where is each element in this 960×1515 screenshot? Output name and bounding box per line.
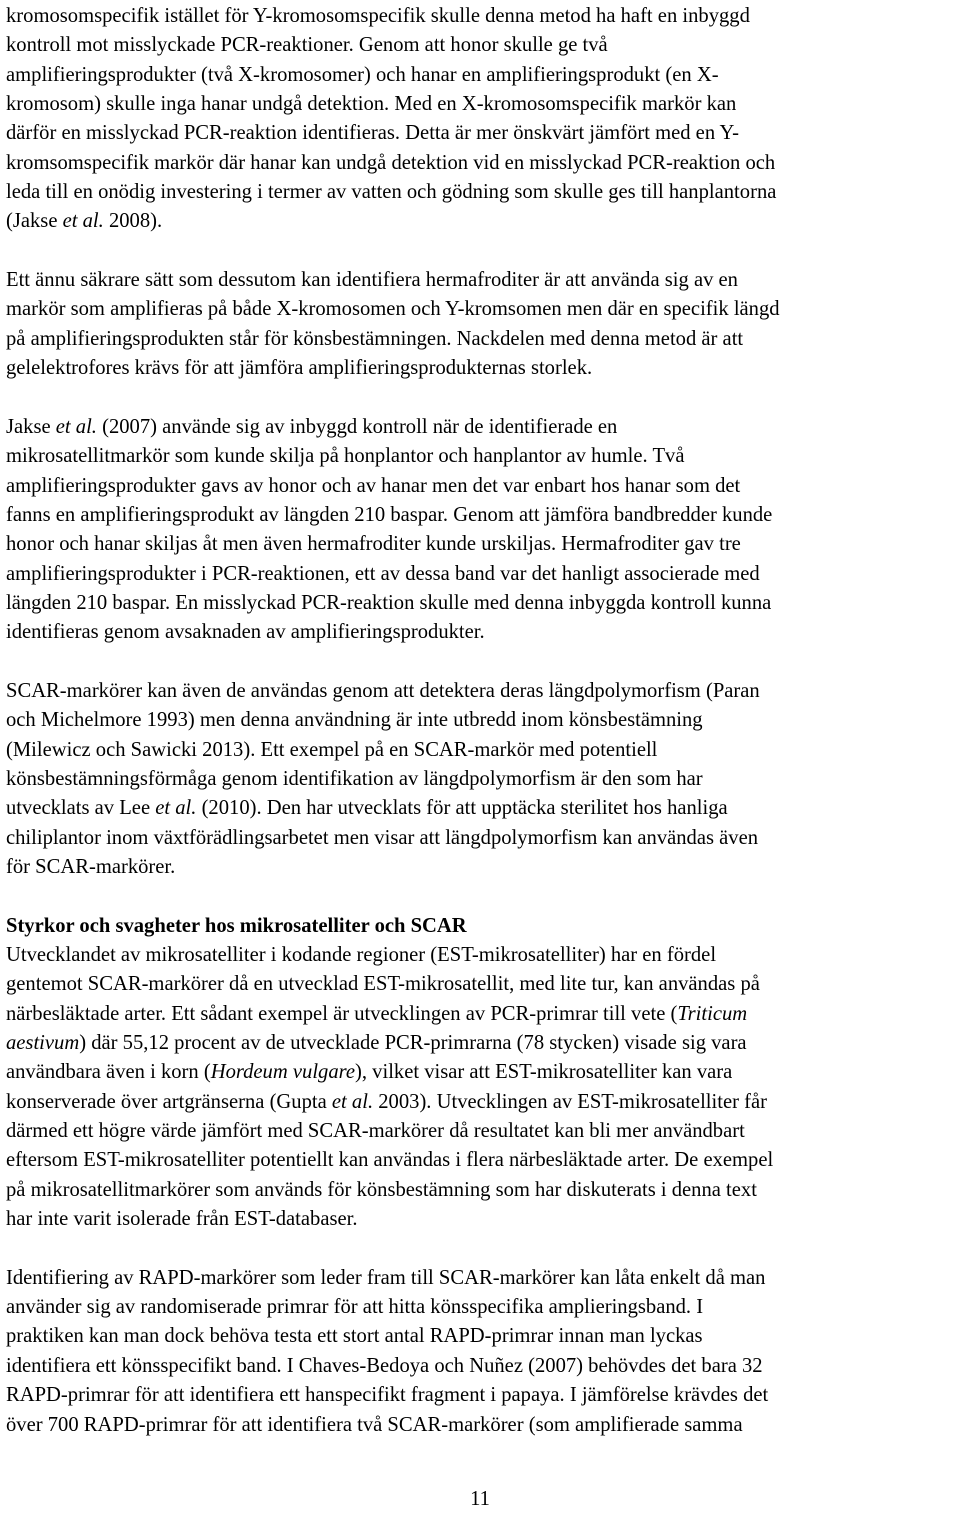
- text-run: (2007) använde sig av inbyggd kontroll när de identifierade en: [96, 415, 618, 438]
- text-line: [6, 1117, 956, 1146]
- text-run: fanns en amplifieringsprodukt av längden 210 baspar. Genom att jämföra bandbredder kunde: [6, 503, 773, 526]
- text-line: [6, 413, 956, 442]
- paragraph: [6, 677, 956, 882]
- text-run: utvecklats av Lee: [6, 797, 156, 820]
- text-line: [6, 1352, 956, 1381]
- paragraph: [6, 266, 956, 383]
- text-run: kromosomspecifik istället för Y-kromosomspecifik skulle denna metod ha haft en inbyggd: [6, 5, 750, 27]
- text-run: Identifiering av RAPD-markörer som leder fram till SCAR-markörer kan låta enkelt då man: [6, 1266, 766, 1289]
- italic-text: Hordeum vulgare: [210, 1061, 356, 1084]
- text-line: [6, 1205, 956, 1234]
- text-run: längden 210 baspar. En misslyckad PCR-reaktion skulle med denna inbyggda kontroll kunna: [6, 591, 772, 614]
- paragraph: [6, 912, 956, 1235]
- text-run: gentemot SCAR-markörer då en utvecklad EST-mikrosatellit, med lite tur, kan användas på: [6, 973, 760, 996]
- text-run: könsbestämningsförmåga genom identifikation av längdpolymorfism är den som har: [6, 767, 703, 790]
- italic-text: et al.: [155, 797, 197, 820]
- text-run: (2010). Den har utvecklats för att upptäcka sterilitet hos hanliga: [196, 797, 728, 820]
- text-line: [6, 1146, 956, 1175]
- text-line: [6, 1029, 956, 1058]
- text-run: chiliplantor inom växtförädlingsarbetet men visar att längdpolymorfism kan användas även: [6, 826, 759, 849]
- text-line: [6, 530, 956, 559]
- text-run: har inte varit isolerade från EST-databaser.: [6, 1208, 358, 1231]
- text-run: användbara även i korn (: [6, 1061, 211, 1084]
- text-run: ), vilket visar att EST-mikrosatelliter kan vara: [355, 1061, 733, 1084]
- text-line: [6, 1176, 956, 1205]
- text-run: (Jakse: [6, 210, 63, 233]
- text-line: [6, 119, 956, 148]
- text-run: därför en misslyckad PCR-reaktion identifieras. Detta är mer önskvärt jämfört med en Y-: [6, 122, 739, 145]
- text-run: Jakse: [6, 415, 56, 438]
- text-run: över 700 RAPD-primrar för att identifiera två SCAR-markörer (som amplifierade samma: [6, 1413, 743, 1436]
- text-line: [6, 325, 956, 354]
- text-run: Ett ännu säkrare sätt som dessutom kan identifiera hermafroditer är att använda sig av en: [6, 269, 738, 292]
- text-run: närbesläktade arter. Ett sådant exempel är utvecklingen av PCR-primrar till vete (: [6, 1002, 678, 1025]
- text-run: ) där 55,12 procent av de utvecklade PCR-primrarna (78 stycken) visade sig vara: [79, 1032, 747, 1055]
- text-run: SCAR-markörer kan även de användas genom att detektera deras längdpolymorfism (Paran: [6, 679, 760, 702]
- text-run: konserverade över artgränserna (Gupta: [6, 1090, 332, 1113]
- text-line: [6, 295, 956, 324]
- text-run: identifieras genom avsaknaden av amplifieringsprodukter.: [6, 621, 485, 644]
- text-run: amplifieringsprodukter i PCR-reaktionen, ett av dessa band var det hanligt associerade med: [6, 562, 760, 585]
- text-run: markör som amplifieras på både X-kromosomen och Y-kromsomen men där en specifik längd: [6, 298, 780, 321]
- text-run: 2003). Utvecklingen av EST-mikrosatelliter får: [373, 1090, 767, 1113]
- italic-text: et al.: [55, 415, 97, 438]
- text-run: Utvecklandet av mikrosatelliter i kodande regioner (EST-mikrosatelliter) har en fördel: [6, 944, 717, 966]
- italic-text: aestivum: [6, 1032, 80, 1055]
- paragraph: [6, 413, 956, 648]
- text-run: eftersom EST-mikrosatelliter potentiellt kan användas i flera närbesläktade arter. De exempel: [6, 1149, 774, 1172]
- text-line: [6, 472, 956, 501]
- text-line: [6, 1381, 956, 1410]
- text-run: leda till en onödig investering i termer av vatten och gödning som skulle ges till hanplantorna: [6, 181, 777, 204]
- text-run: gelelektrofores krävs för att jämföra amplifieringsprodukternas storlek.: [6, 357, 593, 380]
- text-line: [6, 149, 956, 178]
- text-run: för SCAR-markörer.: [6, 855, 176, 878]
- text-run: mikrosatellitmarkör som kunde skilja på honplantor och hanplantor av humle. Två: [6, 445, 685, 468]
- document-page: [6, 2, 956, 1469]
- text-run: kromsomspecifik markör där hanar kan undgå detektion vid en misslyckad PCR-reaktion och: [6, 151, 776, 174]
- text-line: [6, 765, 956, 794]
- italic-text: et al.: [331, 1090, 374, 1113]
- text-line: [6, 1322, 956, 1351]
- text-run: på mikrosatellitmarkörer som används för könsbestämning som har diskuterats i denna text: [6, 1178, 757, 1201]
- text-line: [6, 941, 956, 970]
- text-run: kromosom) skulle inga hanar undgå detektion. Med en X-kromosomspecifik markör kan: [6, 93, 737, 116]
- text-line: [6, 677, 956, 706]
- text-run: på amplifieringsprodukten står för könsbestämningen. Nackdelen med denna metod är att: [6, 327, 744, 350]
- italic-text: Triticum: [677, 1002, 748, 1025]
- text-line: [6, 207, 956, 236]
- text-run: 2008).: [103, 210, 163, 233]
- text-line: [6, 2, 956, 31]
- paragraph: [6, 2, 956, 237]
- text-line: [6, 589, 956, 618]
- text-run: amplifieringsprodukter (två X-kromosomer) och hanar en amplifieringsprodukt (en X-: [6, 63, 719, 86]
- section-heading: Styrkor och svagheter hos mikrosatelliter och SCAR: [6, 914, 467, 937]
- text-run: amplifieringsprodukter gavs av honor och av hanar men det var enbart hos hanar som det: [6, 474, 741, 497]
- text-run: honor och hanar skiljas åt men även hermafroditer kunde urskiljas. Hermafroditer gav tre: [6, 533, 741, 556]
- italic-text: et al.: [62, 210, 104, 233]
- text-line: [6, 266, 956, 295]
- text-line: [6, 61, 956, 90]
- text-run: därmed ett högre värde jämfört med SCAR-markörer då resultatet kan bli mer användbart: [6, 1120, 745, 1143]
- text-line: [6, 1058, 956, 1087]
- text-run: använder sig av randomiserade primrar för att hitta könsspecifika amplieringsband. I: [6, 1296, 704, 1319]
- text-run: och Michelmore 1993) men denna användning är inte utbredd inom könsbestämning: [6, 709, 703, 732]
- text-line: [6, 442, 956, 471]
- text-line: [6, 354, 956, 383]
- text-line: [6, 853, 956, 882]
- text-run: identifiera ett könsspecifikt band. I Chaves-Bedoya och Nuñez (2007) behövdes det bara 32: [6, 1354, 763, 1377]
- text-line: [6, 736, 956, 765]
- text-line: [6, 970, 956, 999]
- text-line: [6, 1264, 956, 1293]
- text-run: (Milewicz och Sawicki 2013). Ett exempel på en SCAR-markör med potentiell: [6, 738, 658, 761]
- text-run: kontroll mot misslyckade PCR-reaktioner. Genom att honor skulle ge två: [6, 34, 608, 57]
- text-line: [6, 501, 956, 530]
- text-line: [6, 90, 956, 119]
- text-line: [6, 1411, 956, 1440]
- text-line: [6, 618, 956, 647]
- page-number: 11: [470, 1488, 490, 1510]
- text-line: [6, 1293, 956, 1322]
- text-run: praktiken kan man dock behöva testa ett stort antal RAPD-primrar innan man lyckas: [6, 1325, 703, 1348]
- text-line: [6, 824, 956, 853]
- text-line: [6, 31, 956, 60]
- text-line: [6, 178, 956, 207]
- text-line: [6, 1000, 956, 1029]
- text-line: [6, 794, 956, 823]
- text-line: [6, 1088, 956, 1117]
- paragraph: [6, 1264, 956, 1440]
- text-line: [6, 706, 956, 735]
- text-line: [6, 560, 956, 589]
- text-run: RAPD-primrar för att identifiera ett hanspecifikt fragment i papaya. I jämförelse krävdes det: [6, 1384, 769, 1407]
